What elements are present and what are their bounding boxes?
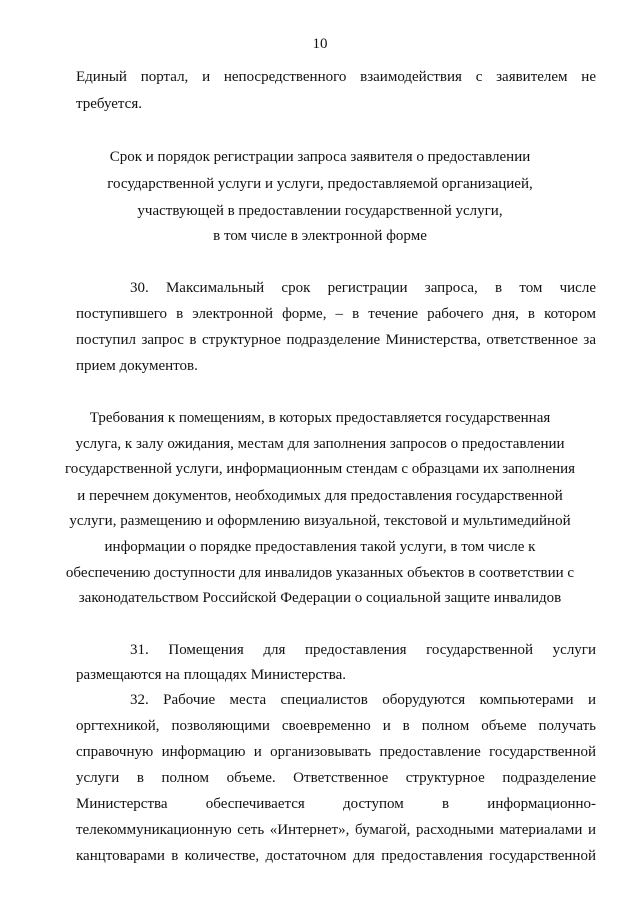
section-heading-line: услуга, к залу ожидания, местам для заполнения запросов о предоставлении: [75, 436, 565, 452]
paragraph-line: телекоммуникационную сеть «Интернет», бумагой, расходными материалами и: [76, 822, 596, 838]
section-heading-line: государственной услуги, информационным стендам с образцами их заполнения: [64, 461, 576, 477]
paragraph-line: услуги в полном объеме. Ответственное структурное подразделение: [76, 770, 596, 786]
paragraph-line: прием документов.: [76, 358, 198, 374]
section-heading-line: в том числе в электронной форме: [213, 228, 427, 244]
paragraph-line: Министерства обеспечивается доступом в информационно-: [76, 796, 596, 812]
section-heading-line: законодательством Российской Федерации о социальной защите инвалидов: [78, 590, 562, 606]
intro-line-2: требуется.: [76, 96, 142, 112]
section-heading-line: обеспечению доступности для инвалидов указанных объектов в соответствии с: [65, 565, 575, 581]
paragraph-line: оргтехникой, позволяющими своевременно и в полном объеме получать: [76, 718, 596, 734]
paragraph-line: поступившего в электронной форме, – в течение рабочего дня, в котором: [76, 306, 596, 322]
section-heading-line: Срок и порядок регистрации запроса заявителя о предоставлении: [109, 149, 531, 165]
paragraph-line: 30. Максимальный срок регистрации запроса, в том числе: [130, 280, 596, 296]
paragraph-line: справочную информацию и организовывать предоставление государственной: [76, 744, 596, 760]
paragraph-line: канцтоварами в количестве, достаточном для предоставления государственной: [76, 848, 596, 864]
paragraph-line: 31. Помещения для предоставления государственной услуги: [130, 642, 596, 658]
section-heading-line: государственной услуги и услуги, предоставляемой организацией,: [107, 176, 533, 192]
section-heading-line: услуги, размещению и оформлению визуальной, текстовой и мультимедийной: [69, 513, 571, 529]
section-heading-line: и перечнем документов, необходимых для предоставления государственной: [77, 488, 563, 504]
paragraph-line: 32. Рабочие места специалистов оборудуются компьютерами и: [130, 692, 596, 708]
paragraph-line: размещаются на площадях Министерства.: [76, 667, 347, 683]
intro-line-1: Единый портал, и непосредственного взаимодействия с заявителем не: [76, 69, 596, 85]
section-heading-line: Требования к помещениям, в которых предоставляется государственная: [89, 410, 551, 426]
section-heading-line: информации о порядке предоставления такой услуги, в том числе к: [104, 539, 536, 555]
section-heading-line: участвующей в предоставлении государственной услуги,: [137, 203, 503, 219]
paragraph-line: поступил запрос в структурное подразделение Министерства, ответственное за: [76, 332, 596, 348]
page-number: 10: [312, 36, 328, 52]
